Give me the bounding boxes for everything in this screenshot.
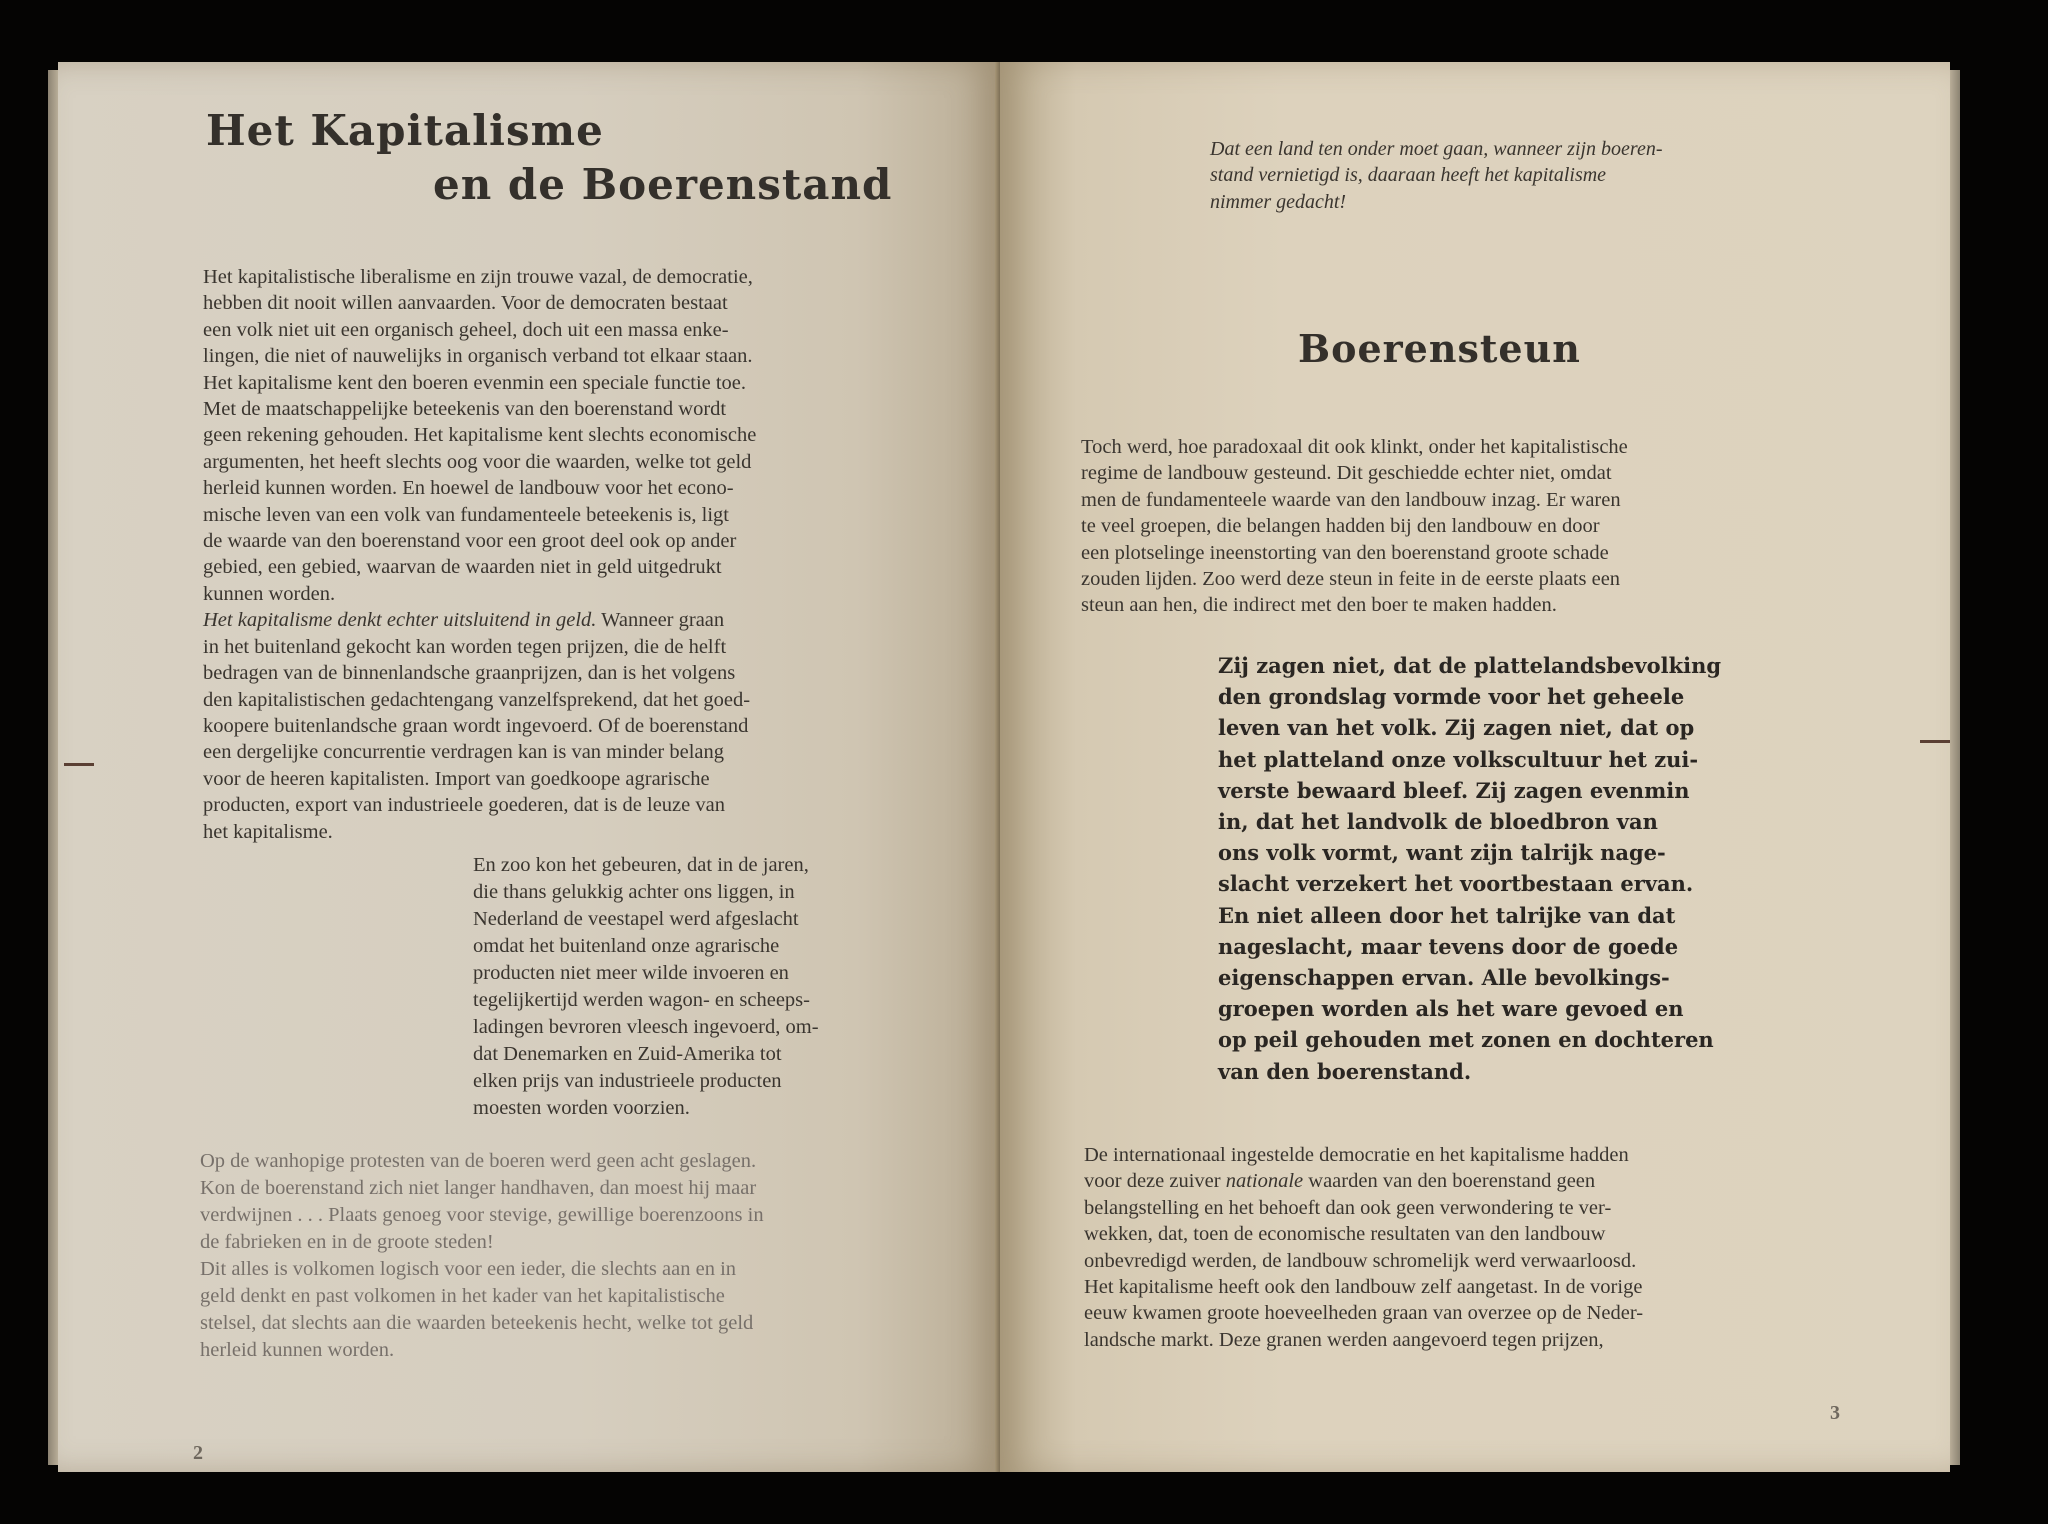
- text-line: den kapitalistischen gedachtengang vanzelfsprekend, dat het goed-: [203, 688, 751, 711]
- text-line: Het kapitalisme kent den boeren evenmin een speciale functie toe.: [203, 371, 747, 394]
- text-line: koopere buitenlandsche graan wordt ingevoerd. Of de boerenstand: [203, 714, 749, 737]
- text-line: op peil gehouden met zonen en dochteren: [1218, 1027, 1714, 1053]
- text-line: de waarde van den boerenstand voor een groot deel ook op ander: [203, 530, 737, 553]
- text-line: verdwijnen . . . Plaats genoeg voor stevige, gewillige boerenzoons in: [200, 1204, 764, 1226]
- text-line: Zij zagen niet, dat de plattelandsbevolking: [1218, 653, 1722, 678]
- text-line: onbevredigd werden, de landbouw schromelijk werd verwaarloosd.: [1084, 1249, 1637, 1272]
- text-line: Nederland de veestapel werd afgeslacht: [473, 908, 799, 930]
- text-line: leven van het volk. Zij zagen niet, dat op: [1218, 715, 1695, 741]
- left-paragraph-indented: [473, 852, 819, 1122]
- text-line: producten, export van industrieele goederen, dat is de leuze van: [203, 794, 725, 817]
- page-number-left: 2: [193, 1442, 203, 1464]
- text-line: herleid kunnen worden. En hoewel de landbouw voor het econo-: [203, 477, 734, 500]
- text-line: De internationaal ingestelde democratie en het kapitalisme hadden: [1084, 1144, 1629, 1166]
- text-fragment: Wanneer graan: [596, 609, 725, 632]
- text-line: zouden lijden. Zoo werd deze steun in feite in de eerste plaats een: [1081, 568, 1621, 591]
- right-paragraph-1: [1081, 434, 1821, 619]
- left-paragraph-faded: [200, 1148, 790, 1364]
- left-title-line1: Het Kapitalisme: [206, 106, 604, 155]
- text-line: geld denkt en past volkomen in het kader van het kapitalistische: [200, 1285, 725, 1307]
- text-line: gebied, een gebied, waarvan de waarden niet in geld uitgedrukt: [203, 556, 722, 579]
- text-line: een plotselinge ineenstorting van den boerenstand groote schade: [1081, 541, 1609, 564]
- text-line: [1084, 1168, 1838, 1194]
- text-line: verste bewaard bleef. Zij zagen evenmin: [1218, 777, 1690, 803]
- text-line: die thans gelukkig achter ons liggen, in: [473, 881, 795, 903]
- text-line: een dergelijke concurrentie verdragen kan is van minder belang: [203, 741, 725, 764]
- text-line: slacht verzekert het voortbestaan ervan.: [1218, 871, 1694, 897]
- text-line: kunnen worden.: [203, 582, 336, 605]
- text-line: steun aan hen, die indirect met den boer te maken hadden.: [1081, 594, 1557, 617]
- text-line: En zoo kon het gebeuren, dat in de jaren,: [473, 854, 809, 876]
- text-line: stand vernietigd is, daaraan heeft het kapitalisme: [1210, 164, 1607, 187]
- text-line: omdat het buitenland onze agrarische: [473, 935, 780, 957]
- text-fragment: waarden van den boerenstand geen: [1303, 1170, 1596, 1193]
- fold-mark-left: [64, 763, 94, 766]
- text-line: Het kapitalisme heeft ook den landbouw zelf aangetast. In de vorige: [1084, 1276, 1643, 1299]
- text-line: bedragen van de binnenlandsche graanprijzen, dan is het volgens: [203, 662, 736, 685]
- right-bold-quote: [1218, 650, 1828, 1087]
- text-line: regime de landbouw gesteund. Dit geschiedde echter niet, omdat: [1081, 462, 1612, 485]
- text-line: van den boerenstand.: [1218, 1058, 1472, 1084]
- text-line: mische leven van een volk van fundamenteele beteekenis is, ligt: [203, 503, 729, 526]
- text-line: men de fundamenteele waarde van den landbouw inzag. Er waren: [1081, 488, 1621, 511]
- text-line: het platteland onze volkscultuur het zui-: [1218, 746, 1699, 772]
- text-line: En niet alleen door het talrijke van dat: [1218, 902, 1676, 928]
- text-line: Met de maatschappelijke beteekenis van den boerenstand wordt: [203, 398, 727, 421]
- text-line: den grondslag vormde voor het geheele: [1218, 684, 1685, 710]
- text-line: te veel groepen, die belangen hadden bij den landbouw en door: [1081, 515, 1600, 538]
- text-line: het kapitalisme.: [203, 820, 333, 843]
- text-line: geen rekening gehouden. Het kapitalisme kent slechts economische: [203, 424, 757, 447]
- text-line: lingen, die niet of nauwelijks in organisch verband tot elkaar staan.: [203, 345, 753, 368]
- text-line: landsche markt. Deze granen werden aangevoerd tegen prijzen,: [1084, 1328, 1604, 1351]
- text-line: stelsel, dat slechts aan die waarden beteekenis hecht, welke tot geld: [200, 1312, 754, 1334]
- text-line: de fabrieken en in de groote steden!: [200, 1231, 494, 1253]
- text-line: eigenschappen ervan. Alle bevolkings-: [1218, 965, 1670, 991]
- text-line: een volk niet uit een organisch geheel, doch uit een massa enke-: [203, 318, 729, 341]
- right-title: Boerensteun: [1298, 326, 1581, 371]
- left-page: [58, 62, 998, 1472]
- text-line: Dat een land ten onder moet gaan, wanneer zijn boeren-: [1210, 138, 1663, 160]
- text-line: dat Denemarken en Zuid-Amerika tot: [473, 1043, 782, 1065]
- left-page-edge: [48, 70, 58, 1465]
- fold-mark-right: [1920, 740, 1950, 743]
- right-paragraph-2: [1084, 1142, 1838, 1353]
- text-line: wekken, dat, toen de economische resultaten van den landbouw: [1084, 1223, 1606, 1246]
- text-line: Het kapitalistische liberalisme en zijn trouwe vazal, de democratie,: [203, 266, 753, 288]
- text-line: Dit alles is volkomen logisch voor een ieder, die slechts aan en in: [200, 1258, 737, 1280]
- text-line: ons volk vormt, want zijn talrijk nage-: [1218, 840, 1666, 866]
- text-line: moesten worden voorzien.: [473, 1097, 690, 1119]
- left-paragraph-1: [203, 264, 783, 845]
- left-title-line2: en de Boerenstand: [433, 160, 893, 209]
- italic-word: nationale: [1225, 1170, 1304, 1193]
- text-fragment: voor deze zuiver: [1084, 1170, 1226, 1193]
- text-line: Toch werd, hoe paradoxaal dit ook klinkt, onder het kapitalistische: [1081, 436, 1628, 458]
- page-number-right: 3: [1830, 1402, 1840, 1424]
- text-line: voor de heeren kapitalisten. Import van goedkoope agrarische: [203, 767, 710, 790]
- text-line: eeuw kwamen groote hoeveelheden graan van overzee op de Neder-: [1084, 1302, 1644, 1325]
- text-line: producten niet meer wilde invoeren en: [473, 962, 789, 984]
- text-line: ladingen bevroren vleesch ingevoerd, om-: [473, 1016, 819, 1038]
- right-page-edge: [1950, 70, 1960, 1465]
- text-line: Kon de boerenstand zich niet langer handhaven, dan moest hij maar: [200, 1177, 757, 1199]
- text-line: nageslacht, maar tevens door de goede: [1218, 933, 1679, 959]
- text-line: in het buitenland gekocht kan worden tegen prijzen, die de helft: [203, 635, 727, 658]
- text-line: nimmer gedacht!: [1210, 190, 1347, 213]
- text-line: hebben dit nooit willen aanvaarden. Voor de democraten bestaat: [203, 292, 728, 315]
- text-line: elken prijs van industrieele producten: [473, 1070, 782, 1092]
- right-intro-italic: [1210, 136, 1810, 215]
- text-line: groepen worden als het ware gevoed en: [1218, 996, 1684, 1022]
- text-line: argumenten, het heeft slechts oog voor die waarden, welke tot geld: [203, 450, 752, 473]
- text-line: [203, 607, 783, 633]
- text-line: Op de wanhopige protesten van de boeren werd geen acht geslagen.: [200, 1150, 757, 1172]
- text-line: belangstelling en het behoeft dan ook geen verwondering te ver-: [1084, 1196, 1612, 1219]
- text-line: herleid kunnen worden.: [200, 1339, 395, 1361]
- italic-phrase: Het kapitalisme denkt echter uitsluitend in geld.: [203, 609, 597, 632]
- right-page: [1000, 62, 1950, 1472]
- text-line: in, dat het landvolk de bloedbron van: [1218, 809, 1658, 835]
- text-line: tegelijkertijd werden wagon- en scheeps-: [473, 989, 810, 1011]
